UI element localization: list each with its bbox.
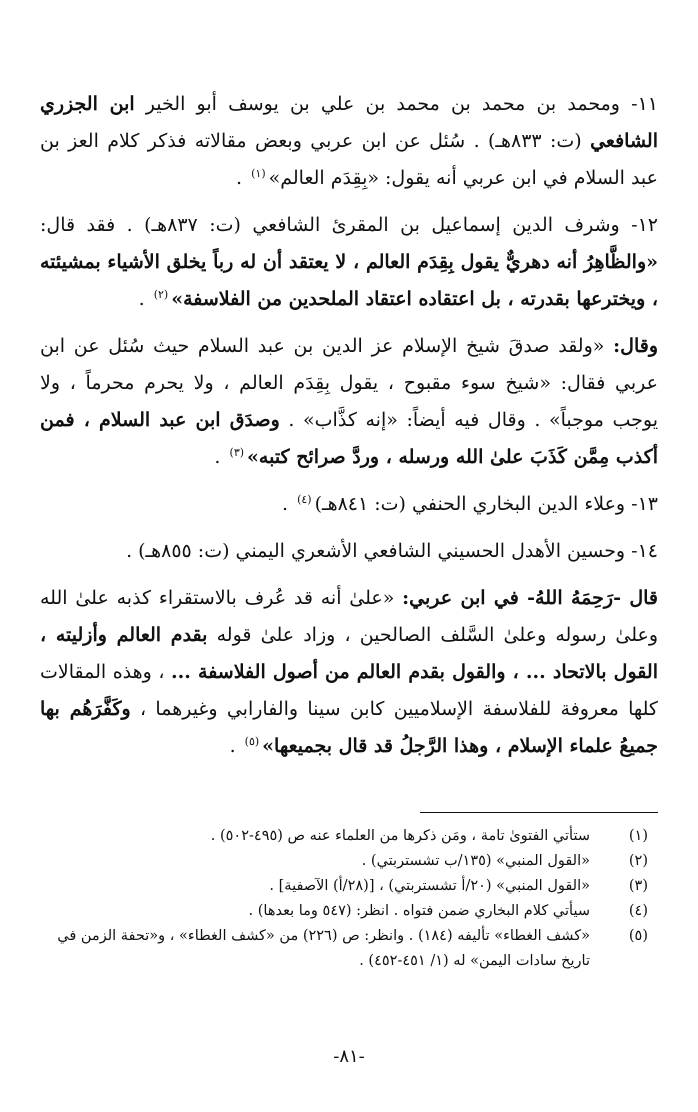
paragraph-end: . <box>138 288 151 310</box>
footnote-item <box>40 924 648 974</box>
paragraph-text: ١٢- وشرف الدين إسماعيل بن المقرئ الشافعي (ت: ٨٣٧هـ) . فقد قال: <box>40 214 658 236</box>
paragraph-12 <box>40 207 658 318</box>
paragraph-quote <box>40 328 658 476</box>
paragraph-text: ، وهذه المقالات كلها معروفة للفلاسفة الإسلاميين كابن سينا والفارابي وغيرهما ، <box>40 661 658 720</box>
paragraph-end: . <box>236 167 249 189</box>
footnote-text: «القول المنبي» (٢٠/أ تشستربتي) ، [(٢٨/أ) الآصفية] . <box>269 878 590 894</box>
main-text <box>40 86 658 775</box>
footnote-ref-3[interactable]: (٣) <box>229 445 245 459</box>
footnote-item <box>40 849 648 874</box>
bold-lead: قال -رَحِمَهُ اللهُ- في ابن عربي: <box>402 587 658 609</box>
paragraph-text: (ت: ٨٣٣هـ) . سُئل عن ابن عربي وبعض مقالاته فذكر كلام العز بن عبد السلام في ابن عربي أنه يقول: «بِقِدَم العالم» <box>40 130 658 189</box>
footnote-text: سيأتي كلام البخاري ضمن فتواه . انظر: (٥٤٧ وما بعدها) . <box>248 903 590 919</box>
footnote-divider <box>420 812 658 813</box>
footnote-number: (٤) <box>628 903 648 919</box>
bold-phrase: وكَفَّرَهُم بها جميعُ علماء الإسلام ، وهذا الرَّجلُ قد قال بجميعها» <box>40 698 658 757</box>
footnote-text: ستأتي الفتوىٰ تامة ، ومَن ذكرها من العلماء عنه ص (٤٩٥-٥٠٢) . <box>210 828 590 844</box>
bold-phrase: بقدم العالم وأزليته ، القول بالاتحاد ... ، والقول بقدم العالم من أصول الفلاسفة ... <box>40 624 658 683</box>
paragraph-end: . <box>229 735 242 757</box>
paragraph-ahdal-quote <box>40 580 658 765</box>
paragraph-text: «ولقد صدقَ شيخ الإسلام عز الدين بن عبد السلام حيث سُئل عن ابن عربي فقال: «شيخ سوء مقبوح ، يقول بِقِدَم العالم ، ولا يحرم محرماً ، ولا يوجب موجباً» . وقال فيه أيضاً: «إنه كذَّاب» . <box>40 335 658 431</box>
footnote-number: (١) <box>628 828 648 844</box>
footnote-ref-1[interactable]: (١) <box>251 166 266 180</box>
paragraph-13 <box>40 486 658 523</box>
paragraph-end: . <box>214 446 227 468</box>
footnote-item <box>40 874 648 899</box>
bold-quote: وصدَق ابن عبد السلام ، فمن أكذب مِمَّن كَذَبَ علىٰ الله ورسله ، وردَّ صرائح كتبه» <box>40 409 658 468</box>
paragraph-text: ١٤- وحسين الأهدل الحسيني الشافعي الأشعري اليمني (ت: ٨٥٥هـ) . <box>126 540 658 562</box>
footnote-text: «كشف الغطاء» تأليفه (١٨٤) . وانظر: ص (٢٢٦) من «كشف الغطاء» ، و«تحفة الزمن في تاريخ سادات اليمن» له (١/ ٤٥١-٤٥٢) . <box>57 928 590 969</box>
footnote-number: (٣) <box>628 878 648 894</box>
footnote-ref-2[interactable]: (٢) <box>153 287 169 301</box>
paragraph-14 <box>40 533 658 570</box>
footnote-number: (٢) <box>628 853 648 869</box>
footnote-ref-4[interactable]: (٤) <box>297 492 312 506</box>
paragraph-text: «علىٰ أنه قد عُرف بالاستقراء كذبه علىٰ الله وعلىٰ رسوله وعلىٰ السَّلف الصالحين ، وزاد علىٰ قوله <box>40 587 658 646</box>
bold-quote: «والظَّاهِرُ أنه دهريٌّ يقول بِقِدَم العالم ، لا يعتقد أن له رباً يخلق الأشياء بمشيئته ، ويخترعها بقدرته ، بل اعتقاده اعتقاد الملحدين من الفلاسفة» <box>40 251 658 310</box>
footnotes <box>40 824 648 974</box>
bold-name: ابن الجزري الشافعي <box>40 93 658 152</box>
paragraph-text: ١٣- وعلاء الدين البخاري الحنفي (ت: ٨٤١هـ) <box>314 493 658 515</box>
page-number: -٨١- <box>333 1046 365 1067</box>
footnote-item <box>40 824 648 849</box>
footnote-text: «القول المنبي» (١٣٥/ب تشستربتي) . <box>361 853 590 869</box>
paragraph-text: ١١- ومحمد بن محمد بن محمد بن علي بن يوسف أبو الخير <box>134 93 658 115</box>
paragraph-11 <box>40 86 658 197</box>
footnote-item <box>40 899 648 924</box>
paragraph-end: . <box>281 493 295 515</box>
bold-lead: وقال: <box>613 335 658 357</box>
footnote-ref-5[interactable]: (٥) <box>244 734 260 748</box>
footnote-number: (٥) <box>628 928 648 944</box>
